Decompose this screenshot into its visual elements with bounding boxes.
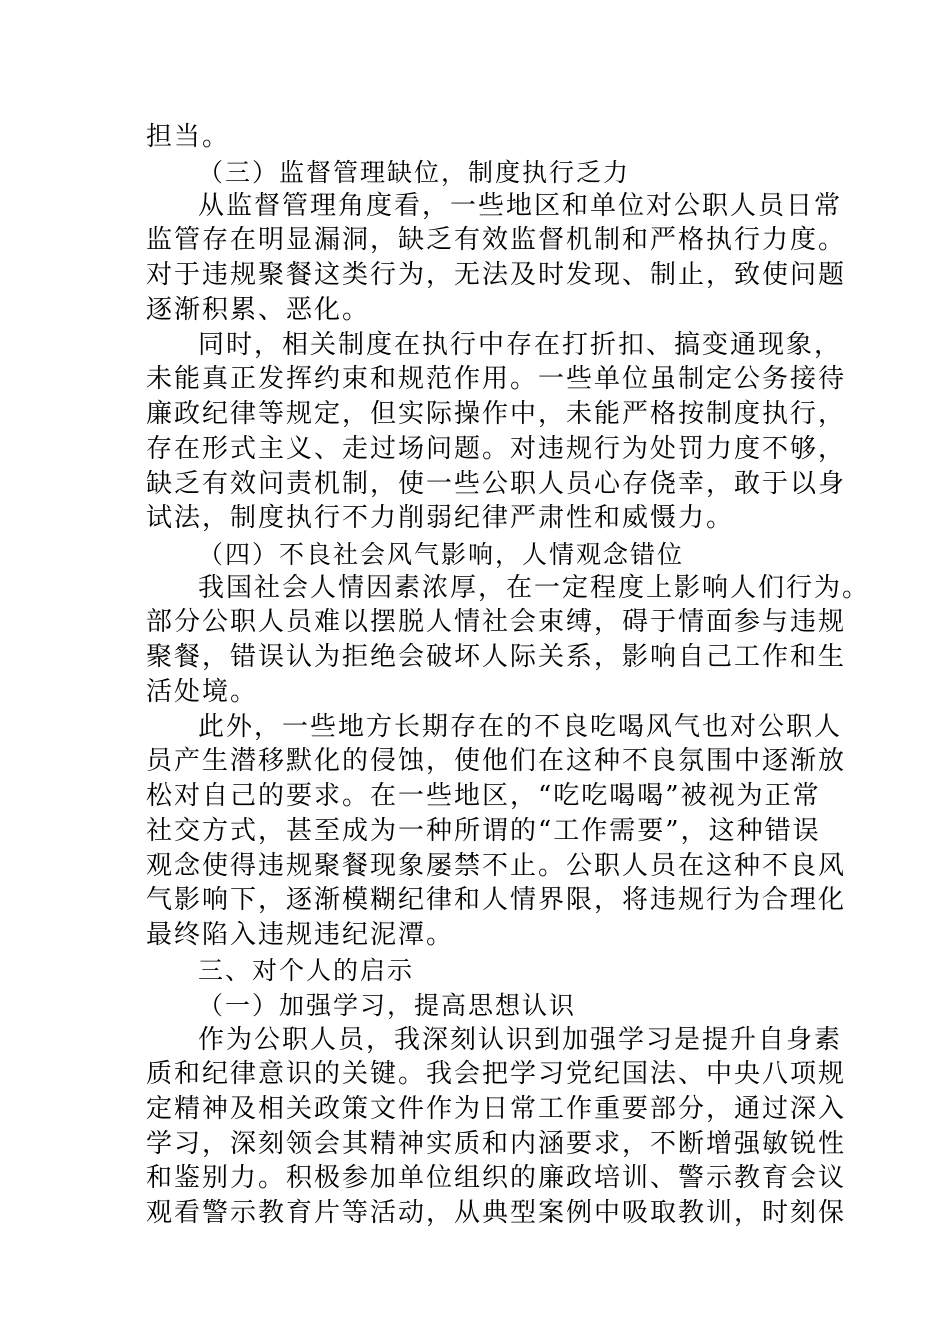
text-line: 试法，制度执行不力削弱纪律严肃性和威慑力。 (146, 503, 735, 533)
text-line: 活处境。 (146, 677, 259, 707)
text-line: 缺乏有效问责机制，使一些公职人员心存侥幸，敢于以身 (146, 469, 847, 499)
text-line: 作为公职人员，我深刻认识到加强学习是提升自身素 (198, 1025, 843, 1055)
text-line: 我国社会人情因素浓厚，在一定程度上影响人们行为。 (198, 573, 871, 603)
text-line: 观看警示教育片等活动，从典型案例中吸取教训，时刻保 (146, 1198, 847, 1228)
text-line: 同时，相关制度在执行中存在打折扣、搞变通现象， (198, 330, 843, 360)
text-line: 廉政纪律等规定，但实际操作中，未能严格按制度执行， (146, 399, 847, 429)
section-heading: 三、对个人的启示 (198, 956, 415, 985)
text-line: 和鉴别力。积极参加单位组织的廉政培训、警示教育会议 (146, 1163, 847, 1193)
text-line: 员产生潜移默化的侵蚀，使他们在这种不良氛围中逐渐放 (146, 746, 847, 776)
subsection-heading: （四）不良社会风气影响，人情观念错位 (198, 540, 685, 569)
text-line: 担当。 (146, 122, 231, 152)
text-line: 最终陷入违规违纪泥潭。 (146, 920, 455, 950)
text-line: 此外，一些地方长期存在的不良吃喝风气也对公职人 (198, 712, 843, 742)
text-line: 松对自己的要求。在一些地区，“吃吃喝喝”被视为正常 (146, 781, 821, 811)
text-line: 部分公职人员难以摆脱人情社会束缚，碍于情面参与违规 (146, 607, 847, 637)
text-line: 未能真正发挥约束和规范作用。一些单位虽制定公务接待 (146, 364, 847, 394)
text-line: 聚餐，错误认为拒绝会破坏人际关系，影响自己工作和生 (146, 642, 847, 672)
subsection-heading: （三）监督管理缺位，制度执行乏力 (198, 158, 631, 187)
text-line: 气影响下，逐渐模糊纪律和人情界限，将违规行为合理化 (146, 885, 847, 915)
text-line: 对于违规聚餐这类行为，无法及时发现、制止，致使问题 (146, 260, 847, 290)
text-line: 从监督管理角度看，一些地区和单位对公职人员日常 (198, 191, 843, 221)
text-line: 社交方式，甚至成为一种所谓的“工作需要”，这种错误 (146, 816, 821, 846)
text-line: 学习，深刻领会其精神实质和内涵要求，不断增强敏锐性 (146, 1129, 847, 1159)
text-line: 定精神及相关政策文件作为日常工作重要部分，通过深入 (146, 1094, 847, 1124)
subsection-heading: （一）加强学习，提高思想认识 (198, 991, 577, 1020)
text-line: 质和纪律意识的关键。我会把学习党纪国法、中央八项规 (146, 1059, 847, 1089)
text-line: 观念使得违规聚餐现象屡禁不止。公职人员在这种不良风 (146, 851, 847, 881)
text-line: 监管存在明显漏洞，缺乏有效监督机制和严格执行力度。 (146, 225, 847, 255)
text-line: 逐渐积累、恶化。 (146, 295, 371, 325)
text-line: 存在形式主义、走过场问题。对违规行为处罚力度不够， (146, 434, 847, 464)
